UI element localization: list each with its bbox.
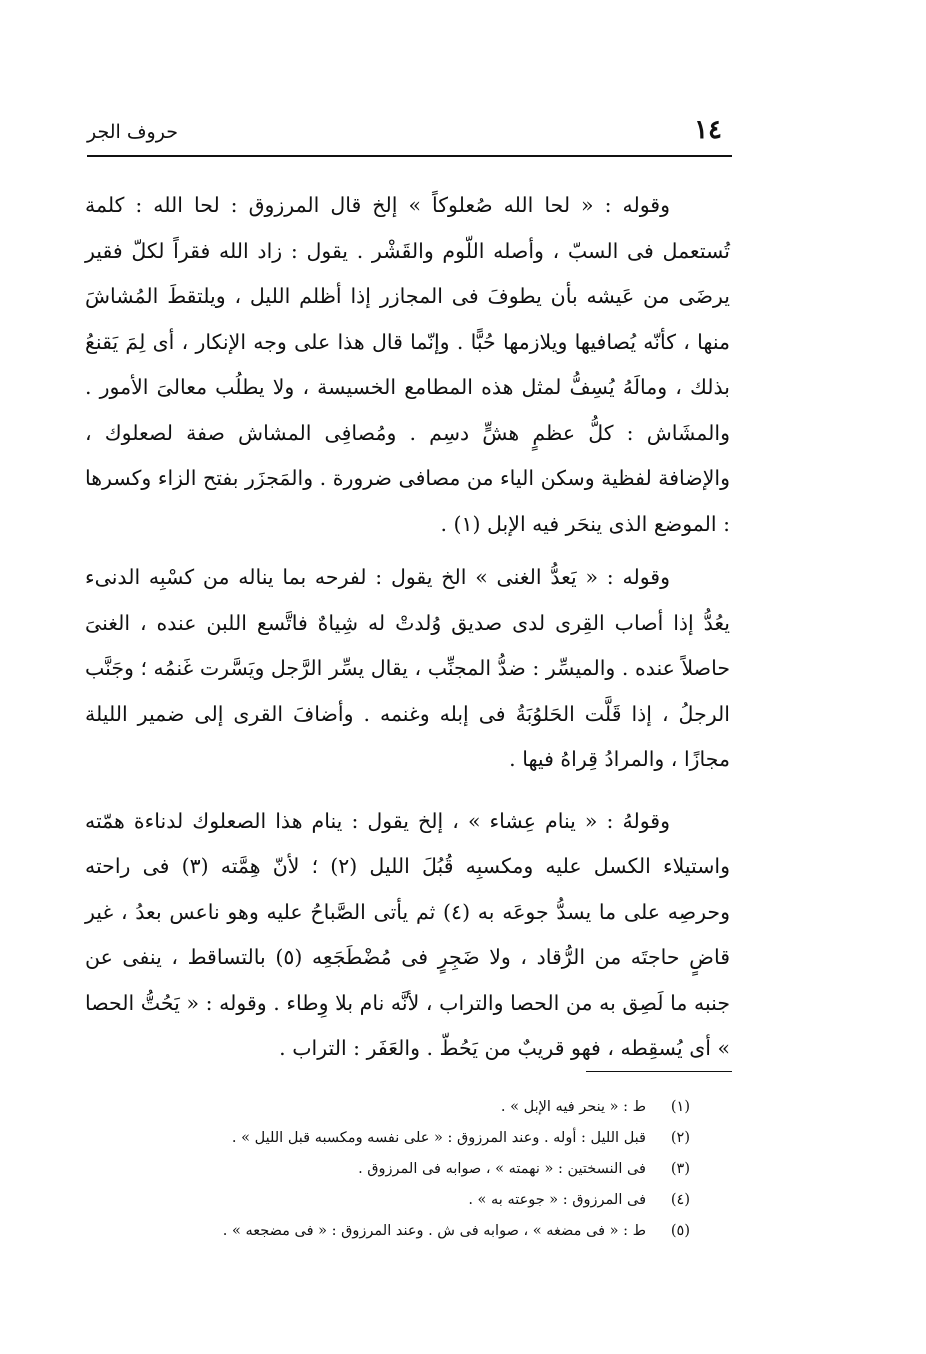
footnote-text: ط : « ينحر فيه الإبل » . bbox=[500, 1099, 646, 1115]
footnote-2 bbox=[170, 1123, 690, 1154]
footnote-marker: (٣) bbox=[670, 1161, 690, 1177]
paragraph-3: وقولهُ : « ينام عِشاء » ، إلخ يقول : ينام هذا الصعلوك لدناءة همّته واستيلاء الكسل عليه ومكسبِه قُبُلَ الليل (٢) ؛ لأنّ هِمَّته (٣) فى راحته وحرصِه على ما يسدُّ جوعَه به (٤) ثم يأتى الصَّباحُ عليه وهو ناعس بعدُ ، غير قاضٍ حاجتَه من الرُّقاد ، ولا ضَجِرٍ فى مُضْطَجَعِه (٥) بالتساقط ، ينفى عن جنبه ما لَصِق به من الحصا والتراب ، لأنَّه نام بلا وِطاء . وقوله : « يَحُتُّ الحصا » أى يُسقِطه ، فهو قريبٌ من يَحُطّ . والعَفَر : التراب . bbox=[85, 808, 730, 1060]
footnote-marker: (٢) bbox=[670, 1130, 690, 1146]
footnote-rule bbox=[586, 1071, 732, 1072]
footnote-1 bbox=[170, 1092, 690, 1123]
footnotes bbox=[170, 1092, 690, 1247]
running-title: حروف الجر bbox=[87, 121, 178, 143]
footnote-text: فى المرزوق : « جوعته به » . bbox=[468, 1192, 646, 1208]
footnote-marker: (٤) bbox=[670, 1192, 690, 1208]
footnote-marker: (١) bbox=[670, 1099, 690, 1115]
footnote-marker: (٥) bbox=[670, 1223, 690, 1239]
page-header bbox=[87, 113, 732, 153]
page-number: ١٤ bbox=[694, 115, 722, 145]
footnote-text: قبل الليل : أوله . وعند المرزوق : « على نفسه ومكسبه قبل الليل » . bbox=[231, 1130, 646, 1146]
footnote-text: فى النسختين : « نهمته » ، صوابه فى المرزوق . bbox=[358, 1161, 646, 1177]
footnote-3 bbox=[170, 1154, 690, 1185]
main-text bbox=[85, 183, 730, 1072]
paragraph-1: وقوله : « لحا الله صُعلوكاً » إلخ قال المرزوق : لحا الله : كلمة تُستعمل فى السبّ ، وأصله اللّوم والقَشْر . يقول : زاد الله فقراً لكلّ فقير يرضَى من عَيشه بأن يطوفَ فى المجازر إذا أظلم الليل ، ويلتقطَ المُشاشَ منها ، كأنّه يُصافيها ويلازمها حُبًّا . وإنّما قال هذا على وجه الإنكار ، أى لِمَ يَقنعُ بذلك ، ومالَهُ يُسِفُّ لمثل هذه المطامع الخسيسة ، ولا يطلُب معالىَ الأمور . والمشَاش : كلُّ عظمٍ هشٍّ دسِم . ومُصافِى المشاش صفة لصعلوك ، والإضافة لفظية وسكن الياء من مصافى ضرورة . والمَجزَر بفتح الزاء وكسرها : الموضع الذى ينحَر فيه الإبل (١) . bbox=[85, 193, 730, 536]
paragraph-2: وقوله : « يَعدُّ الغنى » الخ يقول : لفرحه بما يناله من كسْبِه الدنىء يعُدُّ إذا أصاب القِرى لدى صديق وُلدتْ له شِياهٌ فاتَّسع اللبن عنده ، الغنىَ حاصلاً عنده . والميسِّر : ضدُّ المجنِّب ، يقال يسِّر الرَّجل ويَسَّرت غَنمُه ؛ وجَنَّب الرجلُ ، إذا قَلَّت الحَلوُبَةُ فى إبله وغنمه . وأضافَ القرى إلى ضمير الليلة مجازًا ، والمرادُ قِراهُ فيها . bbox=[85, 565, 730, 771]
header-rule bbox=[87, 155, 732, 157]
footnote-4 bbox=[170, 1185, 690, 1216]
footnote-5 bbox=[170, 1216, 690, 1247]
footnote-text: ط : « فى مضغه » ، صوابه فى ش . وعند المرزوق : « فى مضجعه » . bbox=[222, 1223, 646, 1239]
